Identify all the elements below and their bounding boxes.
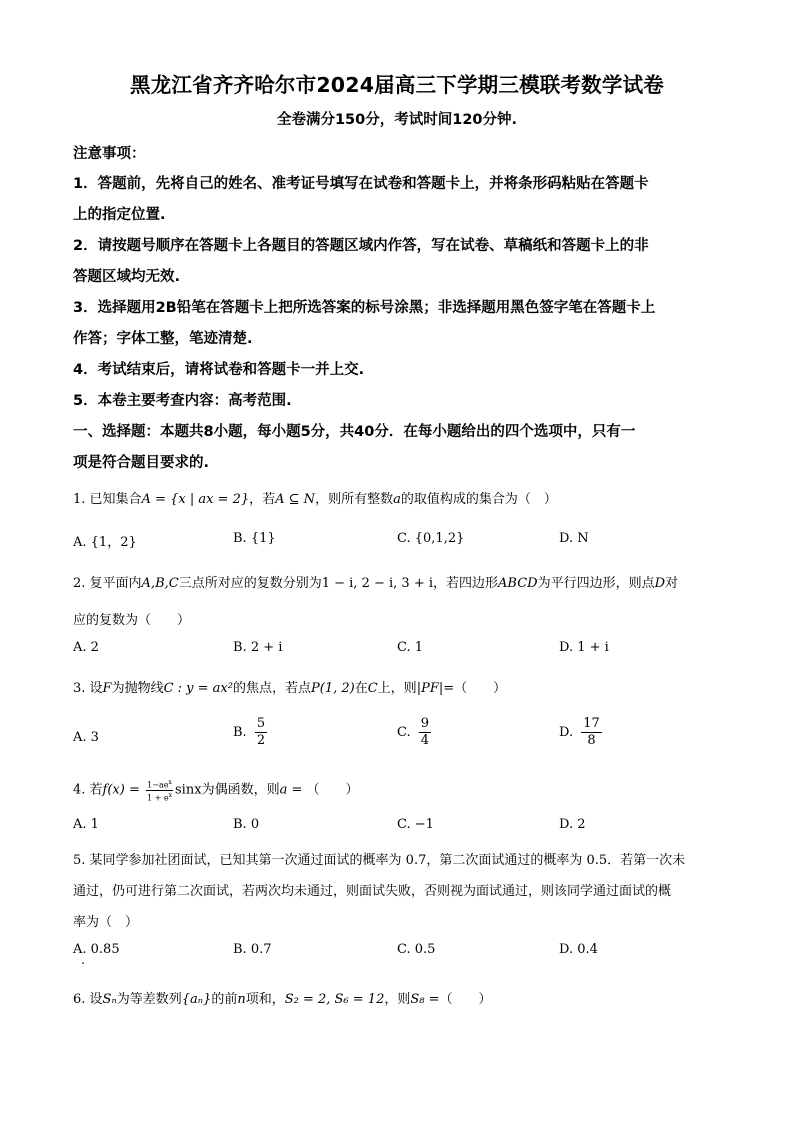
q2-option-d: D. 1 + i xyxy=(559,640,609,655)
q6-prefix: 6. 设 xyxy=(73,992,103,1007)
fraction-denominator xyxy=(146,791,173,803)
fraction-denominator: 4 xyxy=(420,733,430,748)
question-3 xyxy=(73,677,506,696)
q1-option-c: C. {0,1,2} xyxy=(397,531,465,546)
question-5-line-3: 率为（ ） xyxy=(73,915,139,930)
q3-math-c: C xyxy=(367,681,378,696)
note-line: 3．选择题用2B铅笔在答题卡上把所选答案的标号涂黑；非选择题用黑色签字笔在答题卡上 xyxy=(73,300,656,316)
q6-mid2: 的前 xyxy=(211,992,238,1007)
note-line: 5．本卷主要考查内容：高考范围. xyxy=(73,393,292,409)
q5-option-b: B. 0.7 xyxy=(233,942,272,957)
q1-suffix: 的取值构成的集合为（ ） xyxy=(400,492,557,507)
q6-math-cond: S₂ = 2, S₆ = 12 xyxy=(284,992,385,1007)
fraction-numerator: 5 xyxy=(256,716,266,731)
note-line: 4．考试结束后，请将试卷和答题卡一并上交. xyxy=(73,362,365,378)
q3-option-c-fraction xyxy=(419,716,431,749)
q4-num-sup: x xyxy=(168,779,172,786)
q5-option-c: C. 0.5 xyxy=(397,942,436,957)
q3-math-point: P(1, 2) xyxy=(311,681,355,696)
q3-option-d-fraction xyxy=(581,716,602,749)
exam-title: 黑龙江省齐齐哈尔市2024届高三下学期三模联考数学试卷 xyxy=(130,73,664,97)
fraction-denominator: 2 xyxy=(256,733,266,748)
q2-option-c: C. 1 xyxy=(397,640,424,655)
q1-option-a: A. {1，2} xyxy=(73,535,137,550)
q3-option-c xyxy=(397,716,435,749)
q3-option-d-label: D. xyxy=(559,725,574,740)
q6-mid1: 为等差数列 xyxy=(116,992,182,1007)
q4-suffix: = （ ） xyxy=(287,782,359,798)
q5-option-d: D. 0.4 xyxy=(559,942,598,957)
note-line: 2．请按题号顺序在答题卡上各题目的答题区域内作答，写在试卷、草稿纸和答题卡上的非 xyxy=(73,238,649,254)
fraction-numerator: 9 xyxy=(420,716,430,731)
question-5-line-2: 通过，仍可进行第二次面试，若两次均未通过，则面试失败，否则视为面试通过，则该同学通过面试的概 xyxy=(73,884,672,899)
question-6 xyxy=(73,988,492,1007)
q2-math-numbers: 1 − i, 2 − i, 3 + i xyxy=(321,576,434,591)
q1-option-b: B. {1} xyxy=(233,531,276,546)
q4-mid1: 为偶函数，则 xyxy=(201,782,280,798)
q2-option-a: A. 2 xyxy=(73,640,99,655)
q6-mid3: 项和， xyxy=(245,992,285,1007)
q1-mid2: ，则所有整数 xyxy=(315,492,394,507)
q3-suffix: （ ） xyxy=(454,681,507,696)
note-line: 作答；字体工整，笔迹清楚. xyxy=(73,331,253,347)
q3-option-b xyxy=(233,716,271,749)
q3-mid3: 在 xyxy=(354,681,368,696)
section-heading: 项是符合题目要求的. xyxy=(73,455,210,471)
question-2 xyxy=(73,572,678,591)
question-5-line-1: 5. 某同学参加社团面试，已知其第一次通过面试的概率为 0.7，第二次面试通过的概率为 0.5．若第一次未 xyxy=(73,853,686,868)
note-line: 答题区域均无效. xyxy=(73,269,181,285)
q3-mid4: 上，则 xyxy=(377,681,417,696)
q1-mid1: ，若 xyxy=(249,492,276,507)
q2-mid3: 为平行四边形，则点 xyxy=(537,576,655,591)
note-line: 1．答题前，先将自己的姓名、准考证号填写在试卷和答题卡上，并将条形码粘贴在答题卡 xyxy=(73,176,649,192)
q4-option-c: C. −1 xyxy=(397,817,434,832)
q2-option-b: B. 2 + i xyxy=(233,640,283,655)
question-4 xyxy=(73,778,359,802)
fraction-numerator: 17 xyxy=(583,716,600,731)
q4-option-b: B. 0 xyxy=(233,817,260,832)
q1-math-cond: A ⊆ N xyxy=(275,492,316,507)
q2-suffix: 对 xyxy=(665,576,679,591)
q2-prefix: 2. 复平面内 xyxy=(73,576,142,591)
q2-math-d: D xyxy=(654,576,666,591)
q3-option-b-label: B. xyxy=(233,725,247,740)
q3-option-d xyxy=(559,716,606,749)
exam-subtitle: 全卷满分150分，考试时间120分钟. xyxy=(276,112,518,128)
q1-math-set: A = {x | ax = 2} xyxy=(141,492,250,507)
q4-math-sin: sinx xyxy=(175,782,202,798)
q1-prefix: 1. 已知集合 xyxy=(73,492,142,507)
q6-math-n: n xyxy=(237,992,246,1007)
q4-math-a: a xyxy=(279,782,288,798)
question-1 xyxy=(73,488,557,507)
q1-math-var: a xyxy=(393,492,401,507)
q6-math-an: {aₙ} xyxy=(181,992,212,1007)
q4-den-text: 1 + e xyxy=(147,793,169,803)
q6-mid4: ，则 xyxy=(384,992,411,1007)
fraction-numerator xyxy=(146,778,173,791)
q2-math-quad: ABCD xyxy=(498,576,538,591)
note-line: 上的指定位置. xyxy=(73,207,166,223)
q3-math-parabola: C : y = ax² xyxy=(163,681,233,696)
notes-heading: 注意事项： xyxy=(73,146,146,162)
q6-suffix: （ ） xyxy=(439,992,492,1007)
q3-option-a: A. 3 xyxy=(73,730,99,745)
q2-mid1: 三点所对应的复数分别为 xyxy=(178,576,322,591)
q4-den-sup: x xyxy=(168,791,173,799)
q5-option-a: A. 0.85 xyxy=(73,942,120,957)
q3-prefix: 3. 设 xyxy=(73,681,103,696)
q1-option-d: D. N xyxy=(559,531,589,546)
q4-option-d: D. 2 xyxy=(559,817,586,832)
q3-math-pf: |PF|= xyxy=(416,681,455,696)
fraction-denominator: 8 xyxy=(587,733,596,748)
q3-math-f: F xyxy=(102,681,112,696)
q2-math-points: A,B,C xyxy=(141,576,179,591)
q3-mid1: 为抛物线 xyxy=(111,681,164,696)
q6-math-s8: S₈ = xyxy=(410,992,440,1007)
q3-option-b-fraction xyxy=(255,716,267,749)
q3-mid2: 的焦点，若点 xyxy=(232,681,311,696)
q4-fraction xyxy=(146,778,173,802)
q3-option-c-label: C. xyxy=(397,725,411,740)
q4-option-a: A. 1 xyxy=(73,817,99,832)
q4-math-fx: f(x) = xyxy=(102,782,140,798)
stray-dot xyxy=(82,962,84,964)
q6-math-sn: Sₙ xyxy=(102,992,117,1007)
q4-prefix: 4. 若 xyxy=(73,782,103,798)
section-heading: 一、选择题：本题共8小题，每小题5分，共40分．在每小题给出的四个选项中，只有一 xyxy=(73,424,636,440)
q2-mid2: ，若四边形 xyxy=(433,576,499,591)
q4-num-text: 1−ae xyxy=(147,780,169,790)
question-2-line-2: 应的复数为（ ） xyxy=(73,613,191,628)
